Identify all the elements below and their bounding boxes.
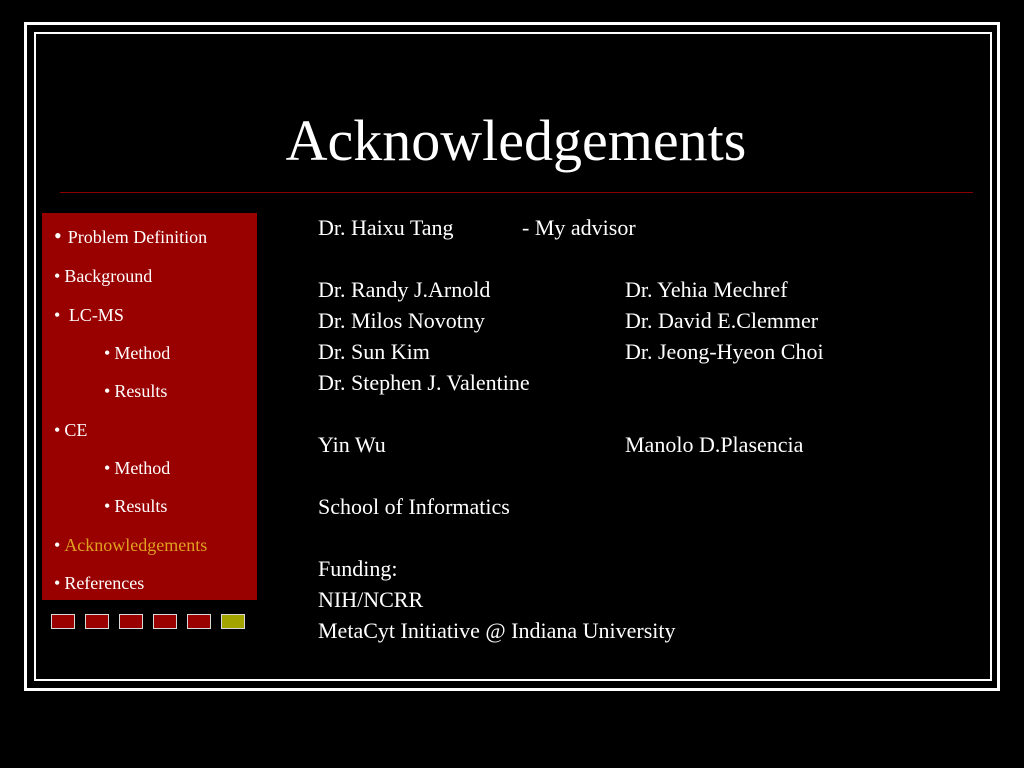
slide-title: Acknowledgements [285, 108, 747, 173]
advisor-role: - My advisor [522, 215, 636, 240]
nav-item-problem-definition[interactable] [54, 225, 207, 248]
nav-item-ce-results[interactable] [104, 495, 167, 517]
nav-item-lc-ms-results[interactable] [104, 380, 167, 402]
nav-item-label: Acknowledgements [64, 535, 208, 555]
nav-item-acknowledgements[interactable] [54, 534, 207, 556]
funding-source: MetaCyt Initiative @ Indiana University [318, 618, 676, 643]
bullet-icon: • [54, 305, 61, 325]
bullet-icon: • [54, 266, 61, 286]
bullet-icon: • [104, 343, 111, 363]
nav-item-label: Background [64, 266, 153, 286]
nav-item-label: LC-MS [64, 305, 124, 325]
bullet-icon: • [54, 420, 61, 440]
school-name: School of Informatics [318, 494, 510, 519]
nav-item-label: Method [114, 343, 171, 363]
nav-item-background[interactable] [54, 265, 152, 287]
slide-nav-square[interactable] [85, 614, 109, 629]
advisor-name: Dr. Haixu Tang [318, 215, 454, 240]
slide-nav-square[interactable] [187, 614, 211, 629]
person-name: Dr. Sun Kim [318, 339, 430, 364]
student-name: Yin Wu [318, 432, 386, 457]
bullet-icon: • [54, 223, 62, 248]
slide-nav-square[interactable] [153, 614, 177, 629]
nav-item-references[interactable] [54, 572, 144, 594]
student-name: Manolo D.Plasencia [625, 432, 804, 457]
bullet-icon: • [54, 535, 61, 555]
person-name: Dr. David E.Clemmer [625, 308, 819, 333]
slide-nav-square[interactable] [119, 614, 143, 629]
title-divider [60, 192, 973, 193]
nav-item-label: Results [114, 381, 168, 401]
slide-nav-square[interactable] [51, 614, 75, 629]
nav-item-ce-method[interactable] [104, 457, 170, 479]
person-name: Dr. Randy J.Arnold [318, 277, 491, 302]
bullet-icon: • [104, 458, 111, 478]
person-name: Dr. Stephen J. Valentine [318, 370, 530, 395]
bullet-icon: • [54, 573, 61, 593]
slide-nav-square-current[interactable] [221, 614, 245, 629]
funding-source: NIH/NCRR [318, 587, 424, 612]
nav-item-lc-ms-method[interactable] [104, 342, 170, 364]
funding-label: Funding: [318, 556, 398, 581]
nav-item-ce[interactable] [54, 419, 87, 441]
nav-item-label: References [64, 573, 145, 593]
bullet-icon: • [104, 496, 111, 516]
sidebar-nav [42, 213, 257, 600]
nav-item-label: Problem Definition [67, 227, 208, 247]
nav-item-lc-ms[interactable] [54, 304, 124, 326]
person-name: Dr. Yehia Mechref [625, 277, 788, 302]
person-name: Dr. Jeong-Hyeon Choi [625, 339, 824, 364]
nav-item-label: Method [114, 458, 171, 478]
person-name: Dr. Milos Novotny [318, 308, 485, 333]
bullet-icon: • [104, 381, 111, 401]
nav-item-label: Results [114, 496, 168, 516]
nav-item-label: CE [64, 420, 88, 440]
